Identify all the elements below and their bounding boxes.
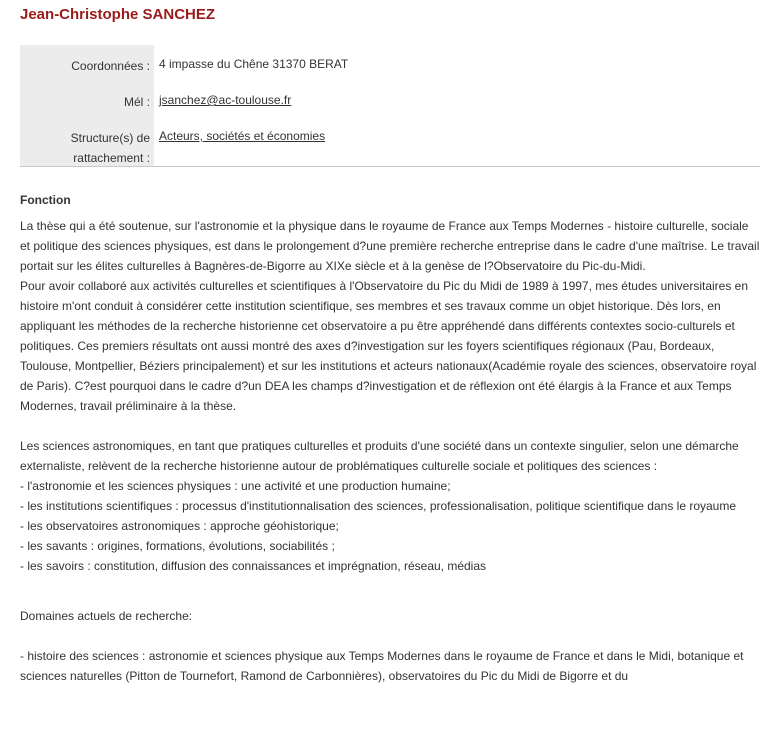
structure-label-line2: rattachement : <box>73 151 150 165</box>
contact-card <box>20 45 760 167</box>
fonction-paragraph-1: La thèse qui a été soutenue, sur l'astronomie et la physique dans le royaume de France aux Temps Modernes - histoire culturelle, sociale et politique des sciences physiques, est dans le prolongement d?une première recherche entreprise dans le cadre d'une maîtrise. Le travail portait sur les élites culturelles à Bagnères-de-Bigorre au XIXe siècle et à la genèse de l?Observatoire du Pic-du-Midi. <box>20 219 760 273</box>
fonction-paragraph-2: Pour avoir collaboré aux activités culturelles et scientifiques à l'Observatoire du Pic du Midi de 1989 à 1997, mes études universitaires en histoire m'ont conduit à considérer cette institution scientifique, ses membres et ses travaux comme un objet historique. Dès lors, en appliquant les méthodes de la recherche historienne cet observatoire a pu être appréhendé dans différents contextes socio-culturels et politiques. Ces premiers résultats ont aussi montré des axes d?investigation sur les foyers scientifiques régionaux (Pau, Bordeaux, Toulouse, Montpellier, Béziers principalement) et sur les institutions et acteurs nationaux(Académie royale des sciences, observatoire royal de Paris). C?est pourquoi dans le cadre d?un DEA les champs d?investigation et de réflexion ont été élargis à la France et aux Temps Modernes, travail préliminaire à la thèse. <box>20 279 757 413</box>
mel-label: Mél : <box>123 95 150 109</box>
fonction-body <box>20 216 760 686</box>
domaines-heading: Domaines actuels de recherche: <box>20 609 193 623</box>
email-link[interactable]: jsanchez@ac-toulouse.fr <box>159 93 292 107</box>
fonction-paragraph-3: Les sciences astronomiques, en tant que pratiques culturelles et produits d'une société dans un contexte singulier, selon une démarche externaliste, relèvent de la recherche historienne autour de problématiques culturelle sociale et politiques des sciences : <box>20 439 739 473</box>
bullet-item: - l'astronomie et les sciences physiques : une activité et une production humaine; <box>20 479 451 493</box>
coordonnees-label: Coordonnées : <box>71 59 150 73</box>
fonction-heading: Fonction <box>20 193 71 207</box>
structure-link[interactable]: Acteurs, sociétés et économies <box>159 129 326 143</box>
coordonnees-value: 4 impasse du Chêne 31370 BERAT <box>159 57 349 71</box>
bullet-item: - les savants : origines, formations, évolutions, sociabilités ; <box>20 539 335 553</box>
bullet-item: - les observatoires astronomiques : approche géohistorique; <box>20 519 339 533</box>
bullet-item: - les savoirs : constitution, diffusion des connaissances et imprégnation, réseau, médias <box>20 559 487 573</box>
person-name: Jean-Christophe SANCHEZ <box>20 6 216 23</box>
structure-label-line1: Structure(s) de <box>70 131 150 145</box>
domaines-paragraph: - histoire des sciences : astronomie et sciences physique aux Temps Modernes dans le royaume de France et dans le Midi, botanique et sciences naturelles (Pitton de Tournefort, Ramond de Carbonnières), observatoires du Pic du Midi de Bigorre et du <box>20 649 744 683</box>
bullet-item: - les institutions scientifiques : processus d'institutionnalisation des sciences, professionalisation, politique scientifique dans le royaume <box>20 499 737 513</box>
